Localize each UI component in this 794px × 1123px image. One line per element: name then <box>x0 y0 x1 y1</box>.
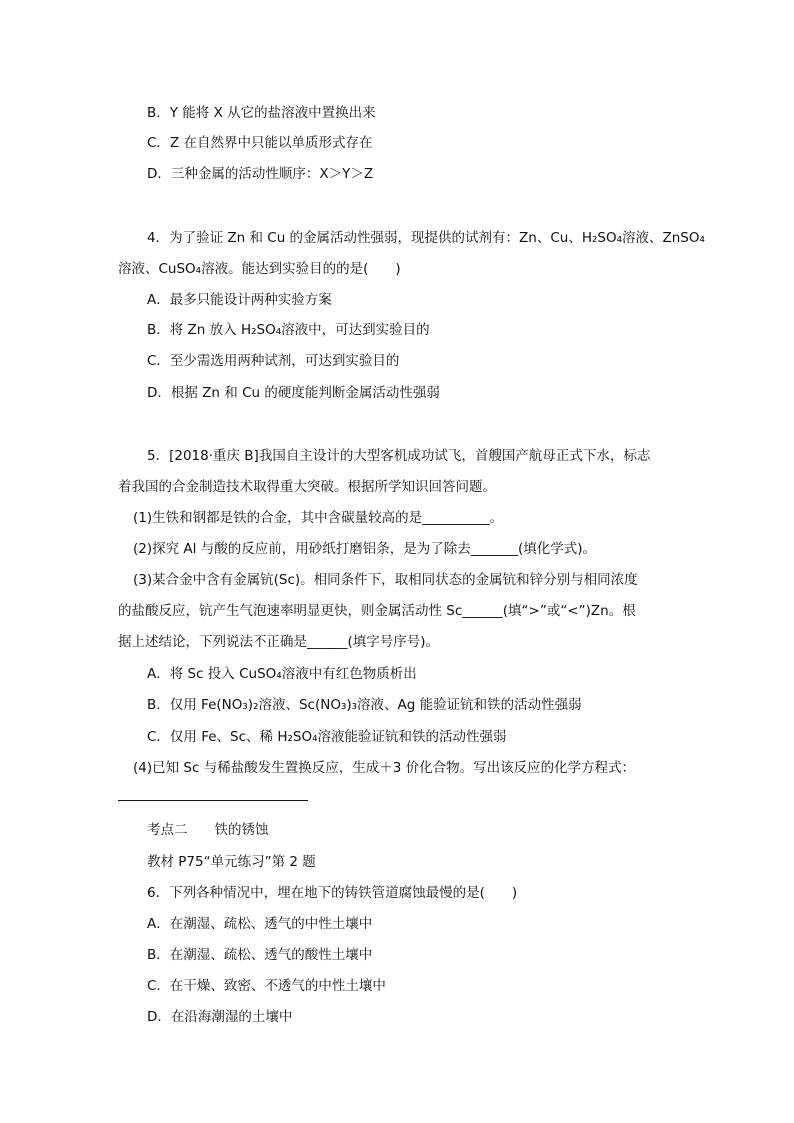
q5-part-3-line-1: (3)某合金中含有金属钪(Sc)。相同条件下，取相同状态的金属钪和锌分别与相同浓度 <box>133 572 638 588</box>
q6-option-b: B．在潮湿、疏松、透气的酸性土壤中 <box>147 947 373 963</box>
q6-stem: 6．下列各种情况中，埋在地下的铸铁管道腐蚀最慢的是( ) <box>147 885 518 901</box>
q4-stem-line-2: 溶液、CuSO₄溶液。能达到实验目的的是( ) <box>118 261 401 277</box>
q4-option-b: B．将 Zn 放入 H₂SO₄溶液中，可达到实验目的 <box>147 322 430 338</box>
q6-option-d: D．在沿海潮湿的土壤中 <box>147 1009 293 1025</box>
q5-option-b: B．仅用 Fe(NO₃)₂溶液、Sc(NO₃)₃溶液、Ag 能验证钪和铁的活动性强弱 <box>147 697 582 713</box>
q4-stem-line-1: 4．为了验证 Zn 和 Cu 的金属活动性强弱，现提供的试剂有：Zn、Cu、H₂SO₄溶液、ZnSO₄ <box>147 230 705 246</box>
q6-option-c: C．在干燥、致密、不透气的中性土壤中 <box>147 978 386 994</box>
q5-part-1: (1)生铁和钢都是铁的合金，其中含碳量较高的是__________。 <box>133 510 504 526</box>
q5-option-c: C．仅用 Fe、Sc、稀 H₂SO₄溶液能验证钪和铁的活动性强弱 <box>147 729 507 745</box>
section-heading: 考点二 铁的锈蚀 <box>147 822 269 838</box>
q5-stem-line-2: 着我国的合金制造技术取得重大突破。根据所学知识回答问题。 <box>118 479 496 495</box>
q4-option-c: C．至少需选用两种试剂，可达到实验目的 <box>147 353 400 369</box>
q5-part-3-line-3: 据上述结论，下列说法不正确是______(填字号序号)。 <box>118 634 440 650</box>
q4-option-a: A．最多只能设计两种实验方案 <box>147 292 332 308</box>
q5-stem-line-1: 5．[2018·重庆 B]我国自主设计的大型客机成功试飞，首艘国产航母正式下水，标志 <box>147 448 651 464</box>
q4-option-d: D．根据 Zn 和 Cu 的硬度能判断金属活动性强弱 <box>147 385 440 401</box>
q3-option-d: D．三种金属的活动性顺序：X＞Y＞Z <box>147 166 374 182</box>
q3-option-b: B．Y 能将 X 从它的盐溶液中置换出来 <box>147 105 376 121</box>
q3-option-c: C．Z 在自然界中只能以单质形式存在 <box>147 135 373 151</box>
q5-part-4: (4)已知 Sc 与稀盐酸发生置换反应，生成＋3 价化合物。写出该反应的化学方程式： <box>133 760 636 776</box>
q5-part-2: (2)探究 Al 与酸的反应前，用砂纸打磨铝条，是为了除去_______(填化学式)。 <box>133 541 596 557</box>
section-source: 教材 P75“单元练习”第 2 题 <box>147 854 316 870</box>
q5-part-3-line-2: 的盐酸反应，钪产生气泡速率明显更快，则金属活动性 Sc______(填“>”或“<”)Zn。根 <box>118 603 636 619</box>
q6-option-a: A．在潮湿、疏松、透气的中性土壤中 <box>147 916 373 932</box>
q5-option-a: A．将 Sc 投入 CuSO₄溶液中有红色物质析出 <box>147 666 417 682</box>
answer-blank-line <box>118 800 308 801</box>
